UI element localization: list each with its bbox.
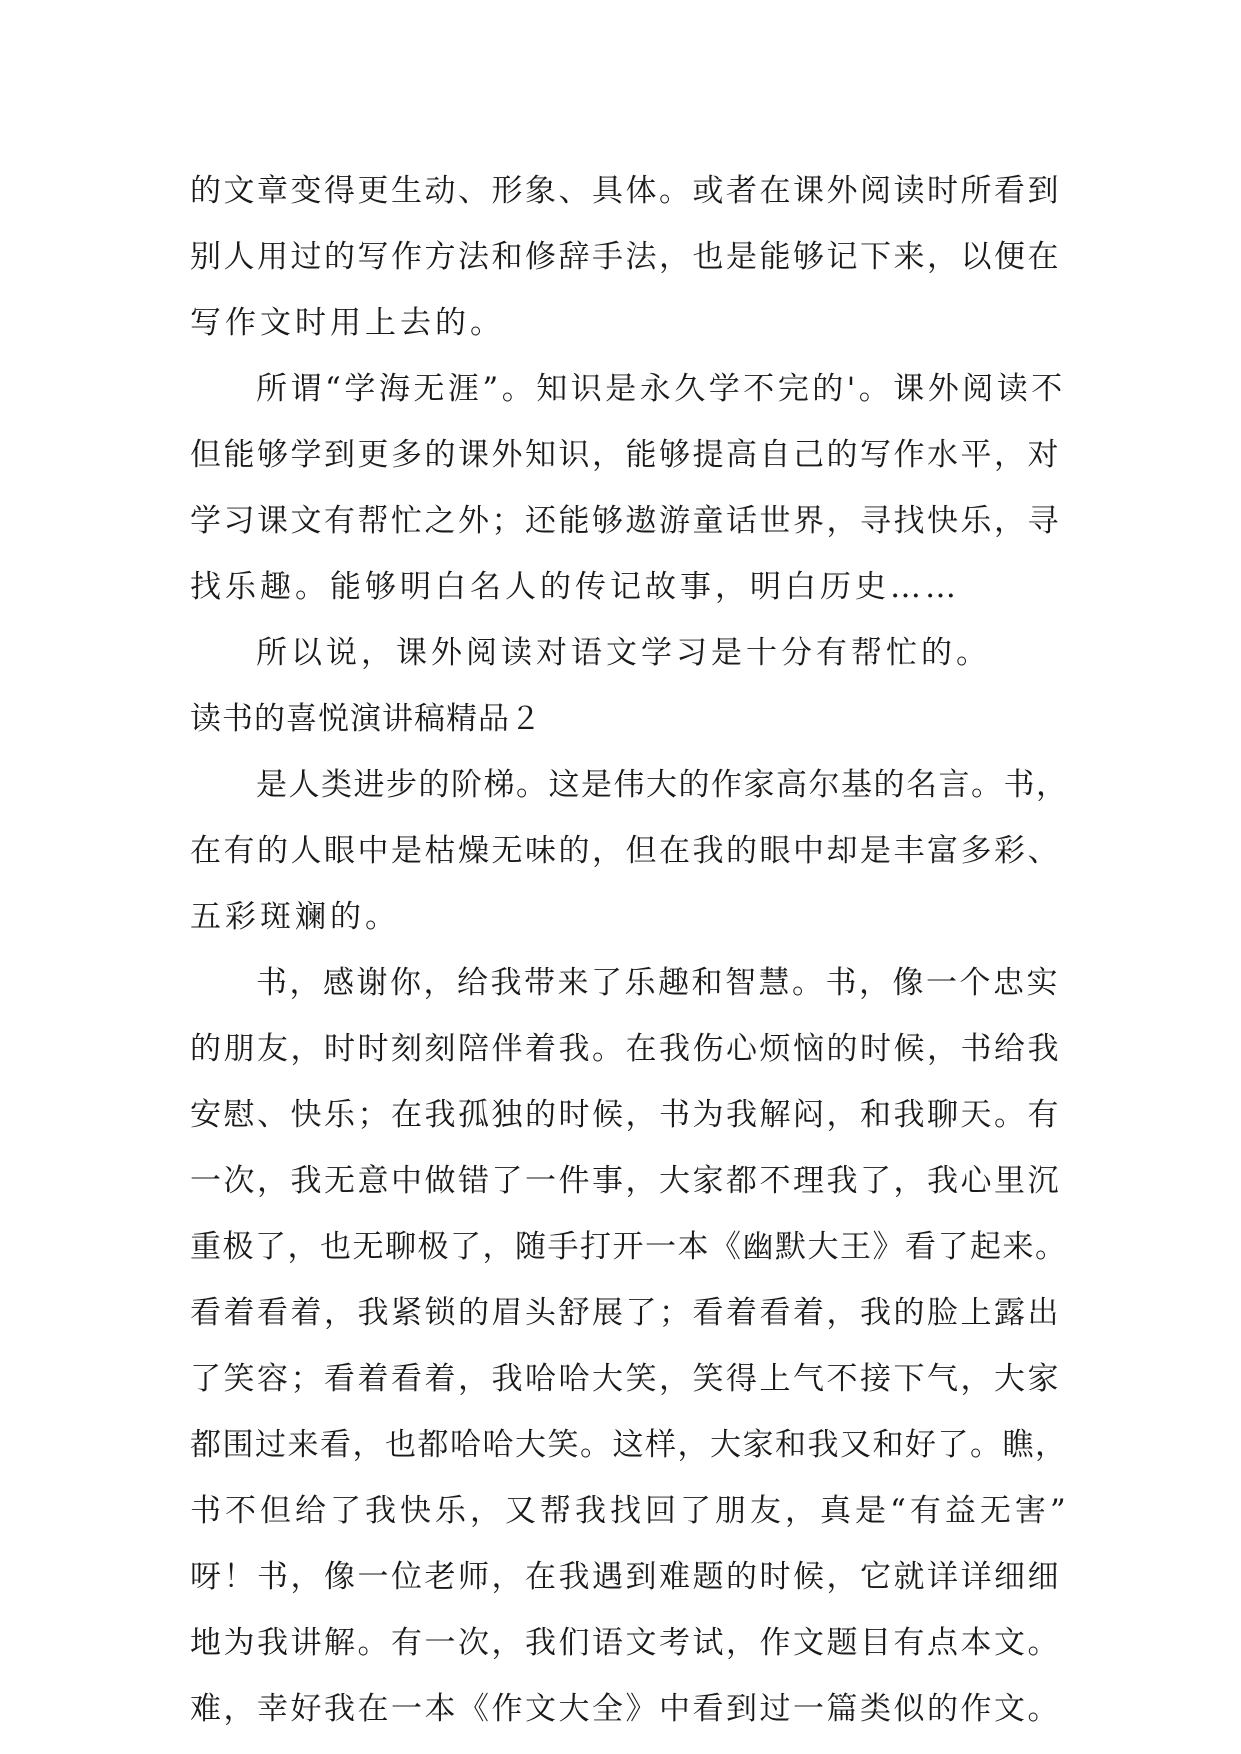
section-heading: 读书的喜悦演讲稿精品２	[190, 701, 542, 737]
text-line: 一次，我无意中做错了一件事，大家都不理我了，我心里沉	[190, 1163, 1061, 1199]
text-line: 地为我讲解。有一次，我们语文考试，作文题目有点本文。	[190, 1625, 1061, 1661]
text-line: 别人用过的写作方法和修辞手法，也是能够记下来，以便在	[190, 239, 1061, 275]
text-line: 五彩斑斓的。	[190, 899, 400, 935]
text-line: 但能够学到更多的课外知识，能够提高自己的写作水平，对	[190, 437, 1061, 473]
text-line: 学习课文有帮忙之外；还能够遨游童话世界，寻找快乐，寻	[190, 503, 1061, 539]
text-line: 呀！书，像一位老师，在我遇到难题的时候，它就详详细细	[190, 1559, 1061, 1595]
text-line: 都围过来看，也都哈哈大笑。这样，大家和我又和好了。瞧，	[190, 1427, 1068, 1463]
text-line: 难，幸好我在一本《作文大全》中看到过一篇类似的作文。	[190, 1691, 1061, 1727]
paragraph-start-line: 所谓“学海无涯”。知识是永久学不完的'。课外阅读不	[256, 371, 1066, 407]
text-line: 重极了，也无聊极了，随手打开一本《幽默大王》看了起来。	[190, 1229, 1068, 1265]
text-line: 的文章变得更生动、形象、具体。或者在课外阅读时所看到	[190, 173, 1061, 209]
document-body	[190, 158, 1070, 1742]
text-line: 在有的人眼中是枯燥无味的，但在我的眼中却是丰富多彩、	[190, 833, 1061, 869]
paragraph-start-line: 书，感谢你，给我带来了乐趣和智慧。书，像一个忠实	[256, 965, 1060, 1001]
text-line: 找乐趣。能够明白名人的传记故事，明白历史……	[190, 569, 960, 605]
text-line: 写作文时用上去的。	[190, 305, 505, 341]
paragraph-start-line: 是人类进步的阶梯。这是伟大的作家高尔基的名言。书，	[256, 767, 1069, 803]
text-line: 看着看着，我紧锁的眉头舒展了；看着看着，我的脸上露出	[190, 1295, 1061, 1331]
text-line: 书不但给了我快乐，又帮我找回了朋友，真是“有益无害”	[190, 1493, 1070, 1529]
paragraph-start-line: 所以说，课外阅读对语文学习是十分有帮忙的。	[256, 635, 991, 671]
text-line: 了笑容；看着看着，我哈哈大笑，笑得上气不接下气，大家	[190, 1361, 1061, 1397]
text-line: 安慰、快乐；在我孤独的时候，书为我解闷，和我聊天。有	[190, 1097, 1061, 1133]
text-line: 的朋友，时时刻刻陪伴着我。在我伤心烦恼的时候，书给我	[190, 1031, 1061, 1067]
